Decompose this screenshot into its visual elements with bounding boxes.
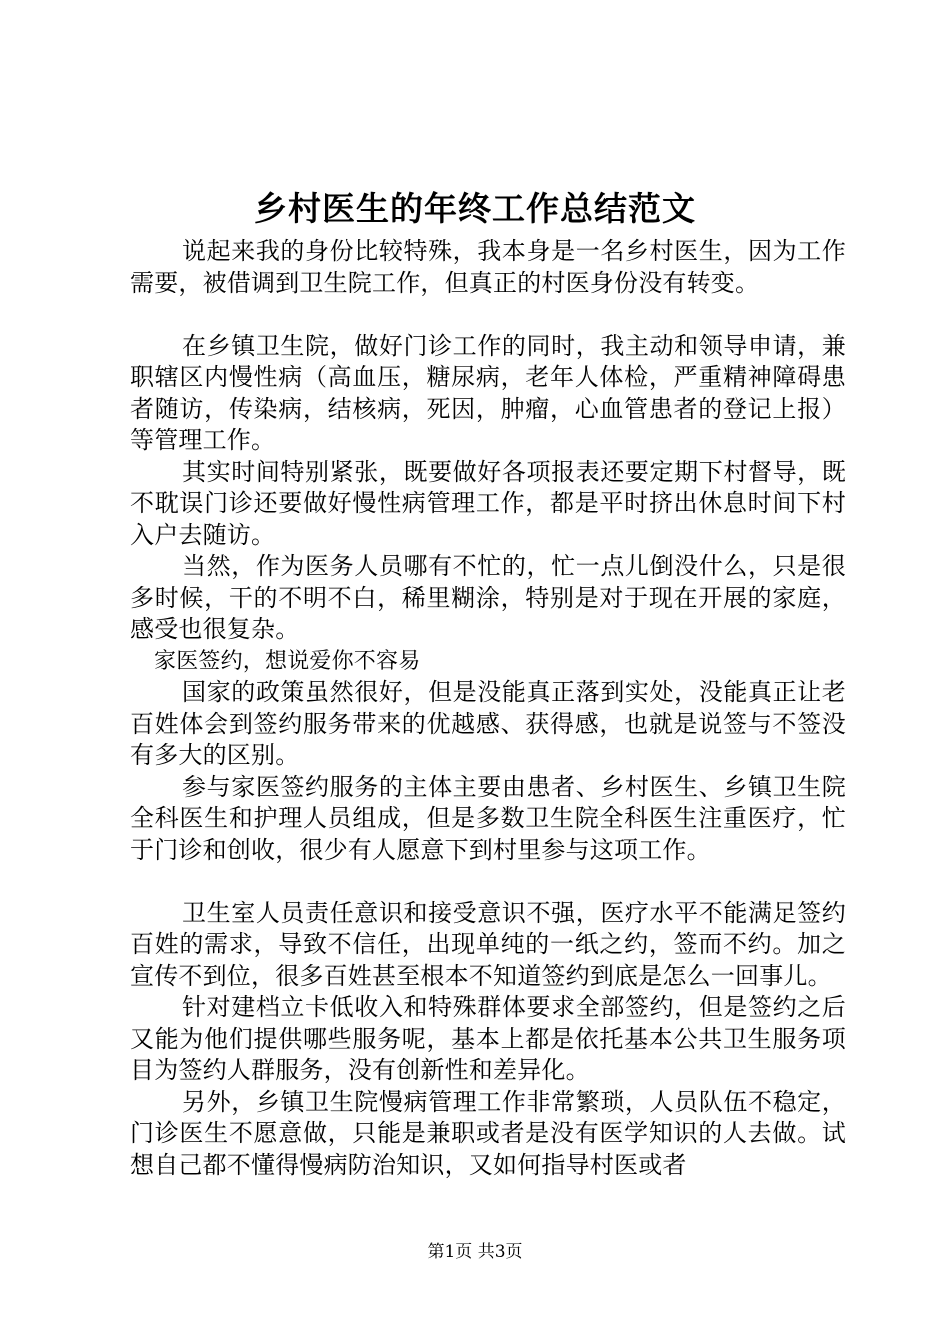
section-heading: 家医签约，想说爱你不容易 [154, 648, 421, 674]
document-title: 乡村医生的年终工作总结范文 [254, 189, 696, 228]
paragraph-2: 在乡镇卫生院，做好门诊工作的同时，我主动和领导申请，兼职辖区内慢性病（高血压，糖尿病，老年人体检，严重精神障碍患者随访，传染病，结核病，死因，肿瘤，心血管患者的登记上报）等管理工作。 [130, 331, 846, 454]
document-body [130, 236, 846, 1181]
paragraph-3: 其实时间特别紧张，既要做好各项报表还要定期下村督导，既不耽误门诊还要做好慢性病管理工作，都是平时挤出休息时间下村入户去随访。 [130, 457, 846, 549]
paragraph-9: 另外，乡镇卫生院慢病管理工作非常繁琐，人员队伍不稳定，门诊医生不愿意做，只能是兼职或者是没有医学知识的人去做。试想自己都不懂得慢病防治知识，又如何指导村医或者 [130, 1087, 846, 1179]
paragraph-5: 国家的政策虽然很好，但是没能真正落到实处，没能真正让老百姓体会到签约服务带来的优越感、获得感，也就是说签与不签没有多大的区别。 [130, 678, 846, 769]
paragraph-7: 卫生室人员责任意识和接受意识不强，医疗水平不能满足签约百姓的需求，导致不信任，出现单纯的一纸之约，签而不约。加之宣传不到位，很多百姓甚至根本不知道签约到底是怎么一回事儿。 [130, 898, 846, 990]
page-number-footer: 第1页 共3页 [427, 1242, 523, 1262]
paragraph-6: 参与家医签约服务的主体主要由患者、乡村医生、乡镇卫生院全科医生和护理人员组成，但是多数卫生院全科医生注重医疗，忙于门诊和创收，很少有人愿意下到村里参与这项工作。 [130, 772, 846, 864]
paragraph-4: 当然，作为医务人员哪有不忙的，忙一点儿倒没什么，只是很多时候，干的不明不白，稀里糊涂，特别是对于现在开展的家庭，感受也很复杂。 [130, 552, 846, 643]
paragraph-8: 针对建档立卡低收入和特殊群体要求全部签约，但是签约之后又能为他们提供哪些服务呢，基本上都是依托基本公共卫生服务项目为签约人群服务，没有创新性和差异化。 [130, 993, 846, 1084]
paragraph-1: 说起来我的身份比较特殊，我本身是一名乡村医生，因为工作需要，被借调到卫生院工作，但真正的村医身份没有转变。 [130, 237, 846, 297]
